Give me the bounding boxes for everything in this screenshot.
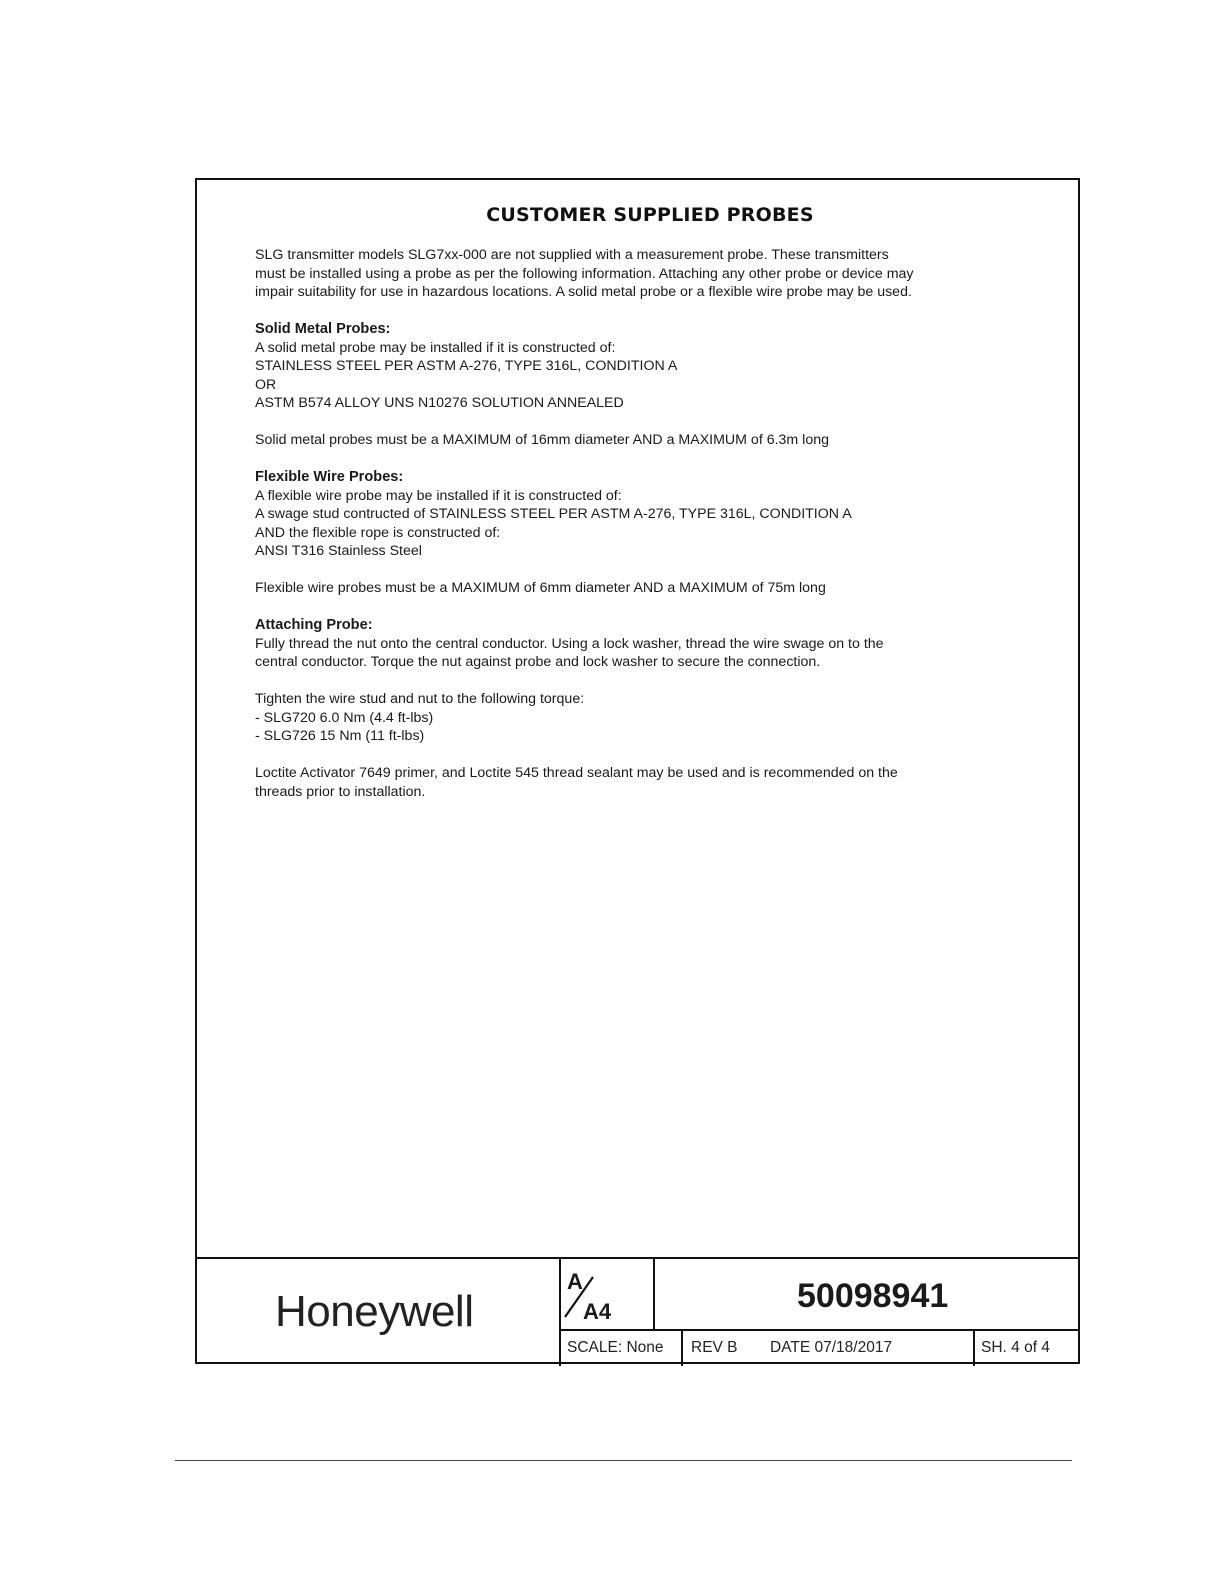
flexible-line: AND the flexible rope is constructed of: xyxy=(255,524,501,541)
document-number: 50098941 xyxy=(797,1277,949,1315)
sheet-size-top: A xyxy=(567,1269,583,1294)
flexible-line: ANSI T316 Stainless Steel xyxy=(255,543,422,559)
loctite-line: Loctite Activator 7649 primer, and Loctite 545 thread sealant may be used and is recommended on the xyxy=(255,765,898,781)
title-block-divider xyxy=(681,1331,683,1366)
drawing-frame xyxy=(195,178,1080,1364)
solid-line: STAINLESS STEEL PER ASTM A-276, TYPE 316L, CONDITION A xyxy=(255,358,678,374)
title-block-divider xyxy=(559,1329,1078,1331)
scale-cell: SCALE: None xyxy=(567,1339,664,1356)
torque-line: - SLG726 15 Nm (11 ft-lbs) xyxy=(255,728,425,744)
intro-line: impair suitability for use in hazardous locations. A solid metal probe or a flexible wire probe may be used. xyxy=(255,284,912,300)
torque-line: - SLG720 6.0 Nm (4.4 ft-lbs) xyxy=(255,709,434,726)
revision-cell: REV B xyxy=(691,1339,738,1356)
title-block-divider xyxy=(559,1259,561,1366)
attaching-line: central conductor. Torque the nut against probe and lock washer to secure the connection. xyxy=(255,654,821,670)
attaching-line: Fully thread the nut onto the central conductor. Using a lock washer, thread the wire swage on to the xyxy=(255,635,884,652)
footer-rule xyxy=(175,1460,1072,1461)
flexible-line: A swage stud contructed of STAINLESS STEEL PER ASTM A-276, TYPE 316L, CONDITION A xyxy=(255,506,852,522)
solid-line: A solid metal probe may be installed if it is constructed of: xyxy=(255,339,616,356)
intro-line: SLG transmitter models SLG7xx-000 are not supplied with a measurement probe. These transmitters xyxy=(255,247,889,263)
torque-line: Tighten the wire stud and nut to the following torque: xyxy=(255,691,585,707)
solid-limit: Solid metal probes must be a MAXIMUM of 16mm diameter AND a MAXIMUM of 6.3m long xyxy=(255,432,830,448)
sheet-size-bottom: A4 xyxy=(583,1299,612,1324)
intro-line: must be installed using a probe as per the following information. Attaching any other probe or device may xyxy=(255,265,914,282)
solid-line: OR xyxy=(255,376,277,393)
drawing-content xyxy=(255,204,1045,801)
sheet-cell: SH. 4 of 4 xyxy=(981,1339,1050,1356)
solid-heading: Solid Metal Probes: xyxy=(255,321,391,337)
attaching-heading: Attaching Probe: xyxy=(255,617,373,633)
flexible-limit: Flexible wire probes must be a MAXIMUM of 6mm diameter AND a MAXIMUM of 75m long xyxy=(255,580,826,596)
loctite-line: threads prior to installation. xyxy=(255,783,426,800)
title-block-divider xyxy=(973,1331,975,1366)
solid-line: ASTM B574 ALLOY UNS N10276 SOLUTION ANNEALED xyxy=(255,395,624,411)
date-cell: DATE 07/18/2017 xyxy=(770,1339,893,1356)
company-logo: Honeywell xyxy=(275,1287,474,1336)
title-block xyxy=(197,1257,1078,1366)
flexible-line: A flexible wire probe may be installed if it is constructed of: xyxy=(255,487,622,504)
page-title: CUSTOMER SUPPLIED PROBES xyxy=(486,204,814,226)
title-block-divider xyxy=(653,1259,655,1331)
flexible-heading: Flexible Wire Probes: xyxy=(255,469,404,485)
